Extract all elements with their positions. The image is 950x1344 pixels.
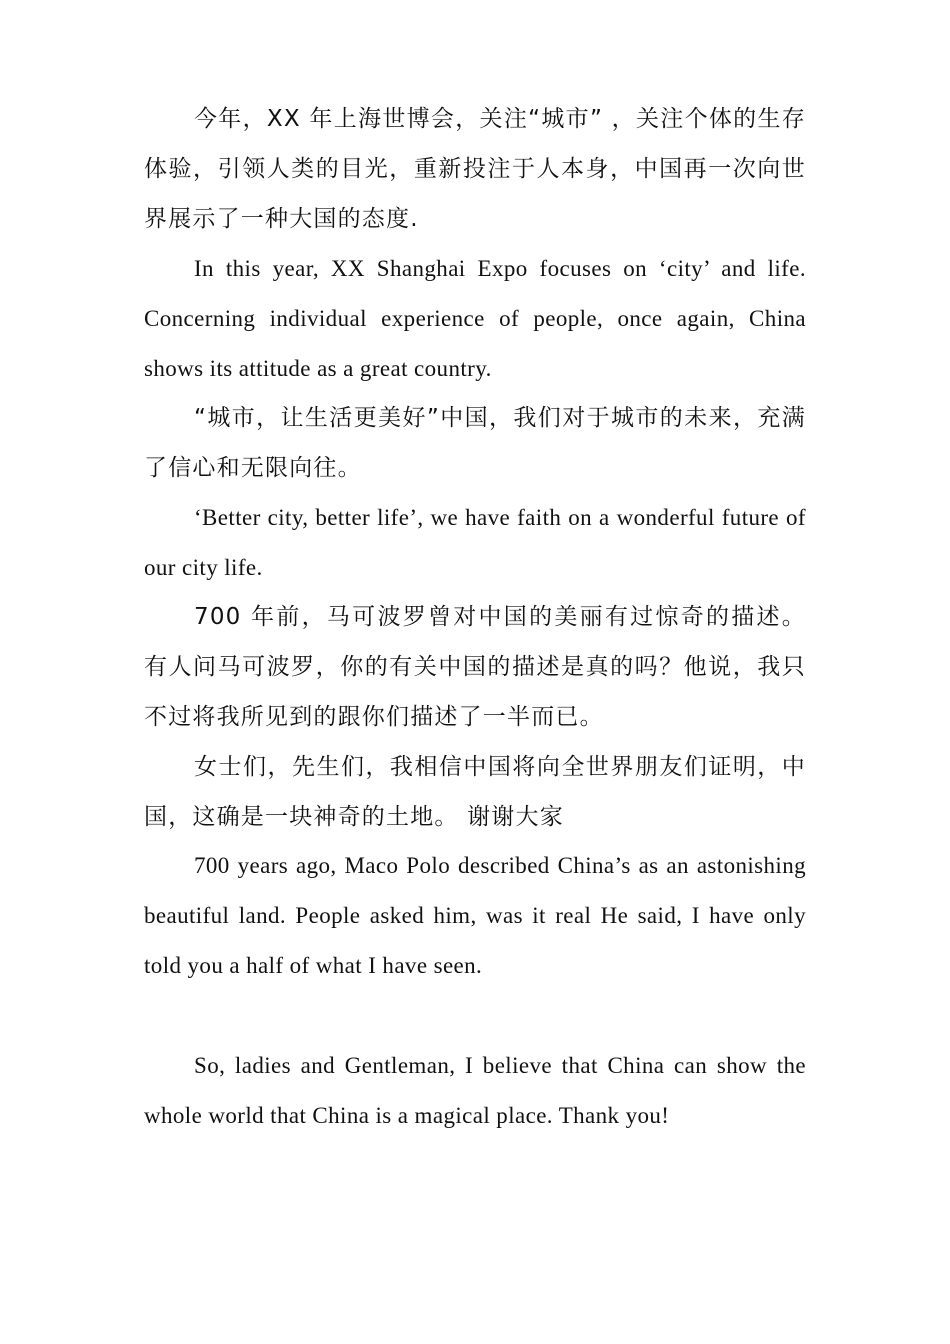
paragraph-zh-expo-intro: 今年，XX 年上海世博会，关注“城市” ，关注个体的生存体验，引领人类的目光，重新投注于人本身，中国再一次向世界展示了一种大国的态度. [144,106,806,232]
paragraph-en-better-city: ‘Better city, better life’, we have faith on a wonderful future of our city life. [144,505,806,580]
paragraph-en-marco-polo: 700 years ago, Maco Polo described China’s as an astonishing beautiful land. People asked him, was it real He said, I have only told you a half of what I have seen. [144,853,806,978]
paragraph-zh-marco-polo: 700 年前，马可波罗曾对中国的美丽有过惊奇的描述。有人问马可波罗，你的有关中国的描述是真的吗？他说，我只不过将我所见到的跟你们描述了一半而已。 [144,604,806,730]
paragraph-zh-better-city: “城市，让生活更美好”中国，我们对于城市的未来，充满了信心和无限向往。 [144,405,806,481]
paragraph-en-expo-intro: In this year, XX Shanghai Expo focuses on ‘city’ and life. Concerning individual experience of people, once again, China shows its attitude as a great country. [144,256,806,381]
paragraph-en-closing: So, ladies and Gentleman, I believe that China can show the whole world that China is a magical place. Thank you! [144,1053,806,1128]
paragraph-zh-closing: 女士们，先生们，我相信中国将向全世界朋友们证明，中国，这确是一块神奇的土地。 谢谢大家 [144,754,806,830]
